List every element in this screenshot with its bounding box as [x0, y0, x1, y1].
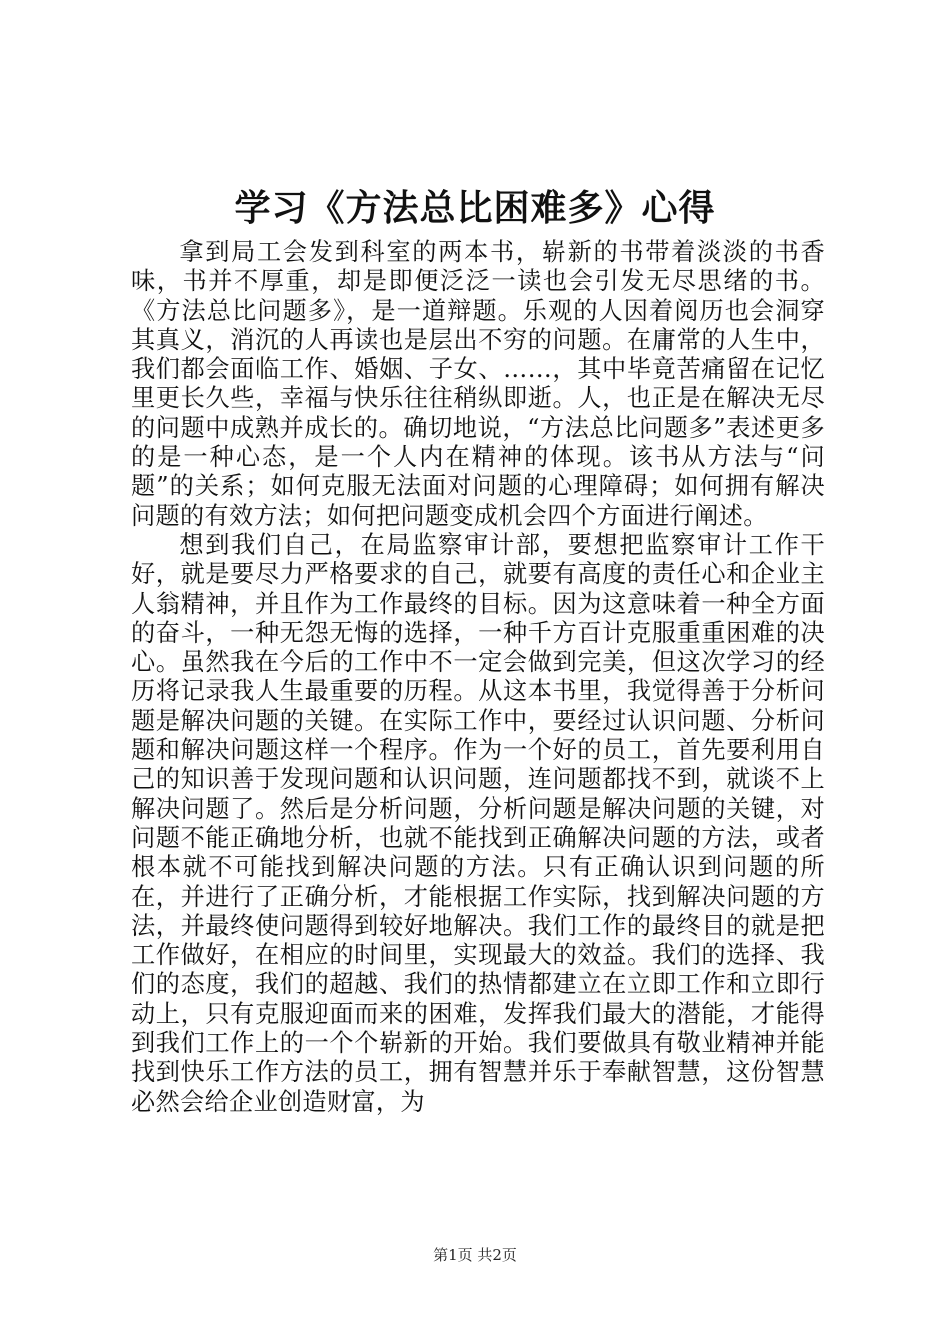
paragraph-2: 想到我们自己，在局监察审计部，要想把监察审计工作干好，就是要尽力严格要求的自己，就要有高度的责任心和企业主人翁精神，并且作为工作最终的目标。因为这意味着一种全方面的奋斗，一种无怨无悔的选择，一种千方百计克服重重困难的决心。虽然我在今后的工作中不一定会做到完美，但这次学习的经历将记录我人生最重要的历程。从这本书里，我觉得善于分析问题是解决问题的关键。在实际工作中，要经过认识问题、分析问题和解决问题这样一个程序。作为一个好的员工，首先要利用自己的知识善于发现问题和认识问题，连问题都找不到，就谈不上解决问题了。然后是分析问题，分析问题是解决问题的关键，对问题不能正确地分析，也就不能找到正确解决问题的方法，或者根本就不可能找到解决问题的方法。只有正确认识到问题的所在，并进行了正确分析，才能根据工作实际，找到解决问题的方法，并最终使问题得到较好地解决。我们工作的最终目的就是把工作做好，在相应的时间里，实现最大的效益。我们的选择、我们的态度，我们的超越、我们的热情都建立在立即工作和立即行动上，只有克服迎面而来的困难，发挥我们最大的潜能，才能得到我们工作上的一个个崭新的开始。我们要做具有敬业精神并能找到快乐工作方法的员工，拥有智慧并乐于奉献智慧，这份智慧必然会给企业创造财富，为 — [131, 530, 825, 1116]
paragraph-1: 拿到局工会发到科室的两本书，崭新的书带着淡淡的书香味，书并不厚重，却是即便泛泛一读也会引发无尽思绪的书。《方法总比问题多》，是一道辩题。乐观的人因着阅历也会洞穿其真义，消沉的人再读也是层出不穷的问题。在庸常的人生中，我们都会面临工作、婚姻、子女、……，其中毕竟苦痛留在记忆里更长久些，幸福与快乐往往稍纵即逝。人，也正是在解决无尽的问题中成熟并成长的。确切地说，“方法总比问题多”表述更多的是一种心态，是一个人内在精神的体现。该书从方法与“问题”的关系；如何克服无法面对问题的心理障碍；如何拥有解决问题的有效方法；如何把问题变成机会四个方面进行阐述。 — [131, 238, 825, 530]
page-footer — [0, 1244, 950, 1266]
document-body — [131, 238, 825, 1117]
document-title: 学习《方法总比困难多》心得 — [234, 187, 716, 229]
page-indicator: 第1页 共2页 — [433, 1246, 517, 1264]
